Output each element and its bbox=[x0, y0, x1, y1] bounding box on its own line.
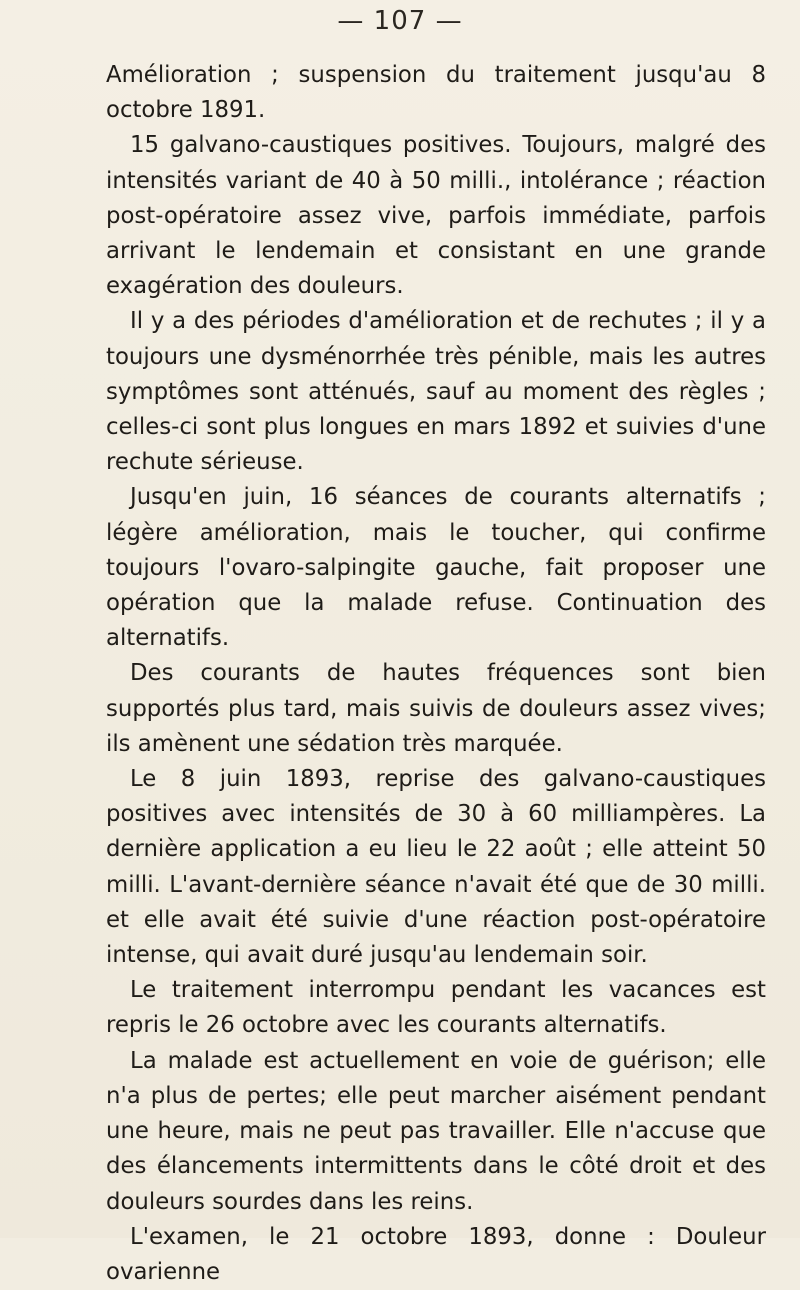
paragraph-7: Le traitement interrompu pendant les vacances est repris le 26 octobre avec les courants alternatifs. bbox=[106, 977, 766, 1039]
paragraph-6: Le 8 juin 1893, reprise des galvano-caustiques positives avec intensités de 30 à 60 milliampères. La dernière application a eu lieu le 22 août ; elle atteint 50 milli. L'avant-dernière séance n'avait été que de 30 milli. et elle avait été suivie d'une réaction post-opératoire intense, qui avait duré jusqu'au lendemain soir. bbox=[106, 766, 766, 969]
paragraph-5: Des courants de hautes fréquences sont bien supportés plus tard, mais suivis de douleurs assez vives; ils amènent une sédation très marquée. bbox=[106, 660, 766, 757]
paragraph-9: L'examen, le 21 octobre 1893, donne : Douleur ovarienne bbox=[106, 1223, 766, 1285]
paragraph-3: Il y a des périodes d'amélioration et de rechutes ; il y a toujours une dysménorrhée très pénible, mais les autres symptômes sont atténués, sauf au moment des règles ; celles-ci sont plus longues en mars 1892 et suivies d'une rechute sérieuse. bbox=[106, 308, 766, 476]
paragraph-4: Jusqu'en juin, 16 séances de courants alternatifs ; légère amélioration, mais le toucher, qui confirme toujours l'ovaro-salpingite gauche, fait proposer une opération que la malade refuse. Continuation des alternatifs. bbox=[106, 484, 766, 652]
page-number: — 107 — bbox=[337, 6, 463, 36]
paragraph-2: 15 galvano-caustiques positives. Toujours, malgré des intensités variant de 40 à 50 milli., intolérance ; réaction post-opératoire assez vive, parfois immédiate, parfois arrivant le lendemain et consistant en une grande exagération des douleurs. bbox=[106, 132, 766, 300]
paragraph-8: La malade est actuellement en voie de guérison; elle n'a plus de pertes; elle peut marcher aisément pendant une heure, mais ne peut pas travailler. Elle n'accuse que des élancements intermittents dans le côté droit et des douleurs sourdes dans les reins. bbox=[106, 1047, 766, 1215]
paragraph-1: Amélioration ; suspension du traitement jusqu'au 8 octobre 1891. bbox=[106, 62, 766, 124]
body-text bbox=[106, 58, 766, 1290]
